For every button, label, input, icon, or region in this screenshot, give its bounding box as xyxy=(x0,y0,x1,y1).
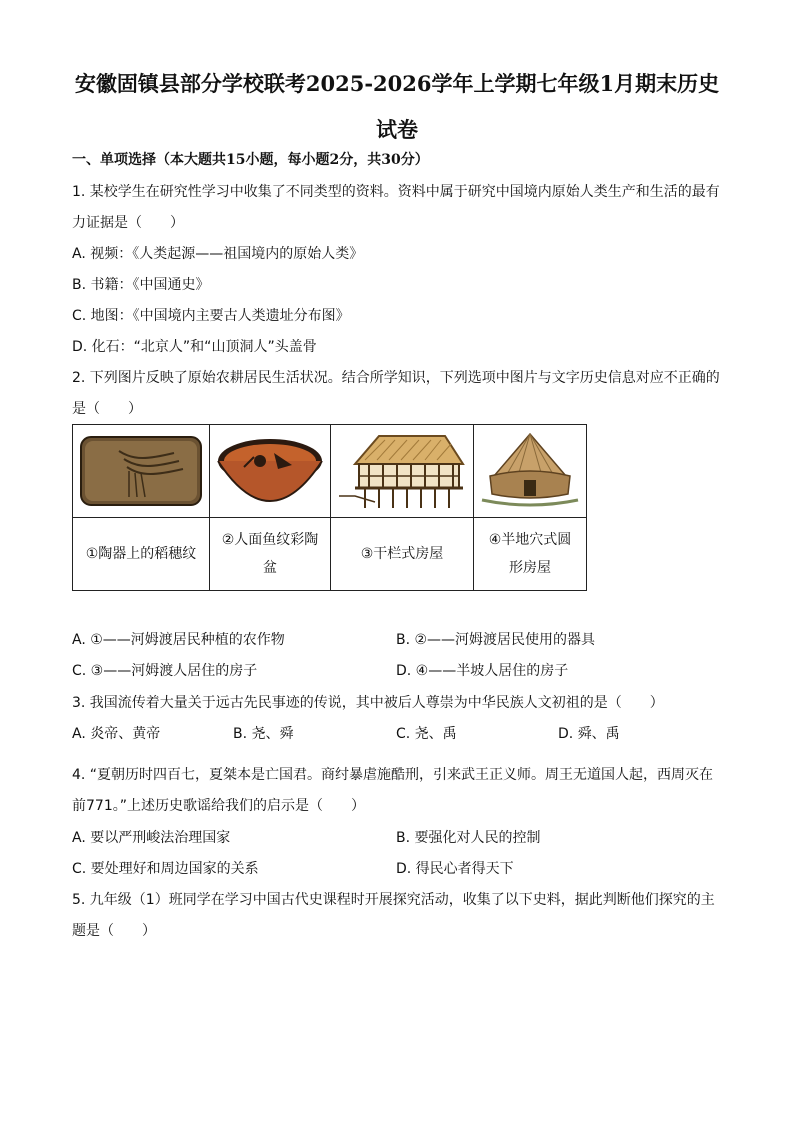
stilt-house-image-cell xyxy=(331,425,474,518)
q2-option-a: A. ①——河姆渡居民种植的农作物 xyxy=(72,632,285,648)
q1-option-d: D. 化石：“北京人”和“山顶洞人”头盖骨 xyxy=(72,339,317,355)
exam-title-line2: 试卷 xyxy=(376,117,418,142)
round-hut-image-cell xyxy=(474,425,587,518)
caption-2-line2: 盆 xyxy=(263,560,277,576)
q1-option-b: B. 书籍：《中国通史》 xyxy=(72,277,210,293)
q3-stem: 3. 我国流传着大量关于远古先民事迹的传说，其中被后人尊崇为中华民族人文初祖的是（ ） xyxy=(72,695,664,711)
q4-option-a: A. 要以严刑峻法治理国家 xyxy=(72,830,231,846)
caption-2-line1: ②人面鱼纹彩陶 xyxy=(221,532,319,548)
q3-option-a: A. 炎帝、黄帝 xyxy=(72,726,161,742)
q2-option-c: C. ③——河姆渡人居住的房子 xyxy=(72,663,258,679)
q4-stem-line1: 4. “夏朝历时四百七，夏桀本是亡国君。商纣暴虐施酷刑，引来武王正义师。周王无道国人起，西周灭在 xyxy=(72,767,714,783)
q2-option-b: B. ②——河姆渡居民使用的器具 xyxy=(396,632,596,648)
caption-fish-basin xyxy=(210,518,331,591)
exam-title-line1: 安徽固镇县部分学校联考2025-2026学年上学期七年级1月期末历史 xyxy=(74,71,720,96)
caption-1: ①陶器上的稻穗纹 xyxy=(85,546,197,562)
q1-stem-line2: 力证据是（ ） xyxy=(72,215,184,231)
q3-option-d: D. 舜、禹 xyxy=(558,726,620,742)
q4-stem-line2: 前771。”上述历史歌谣给我们的启示是（ ） xyxy=(72,798,365,814)
q2-stem-line2: 是（ ） xyxy=(72,401,142,417)
caption-4-line2: 形房屋 xyxy=(509,560,551,576)
q1-stem-line1: 1. 某校学生在研究性学习中收集了不同类型的资料。资料中属于研究中国境内原始人类生产和生活的最有 xyxy=(72,184,720,200)
q1-option-a: A. 视频：《人类起源——祖国境内的原始人类》 xyxy=(72,246,364,262)
q5-stem-line2: 题是（ ） xyxy=(72,923,156,939)
caption-3: ③干栏式房屋 xyxy=(360,546,444,562)
q3-option-c: C. 尧、禹 xyxy=(396,726,457,742)
caption-4-line1: ④半地穴式圆 xyxy=(488,532,572,548)
q2-option-d: D. ④——半坡人居住的房子 xyxy=(396,663,569,679)
q4-option-c: C. 要处理好和周边国家的关系 xyxy=(72,861,259,877)
q1-option-c: C. 地图：《中国境内主要古人类遗址分布图》 xyxy=(72,308,350,324)
caption-stilt-house xyxy=(331,518,474,591)
q5-stem-line1: 5. 九年级（1）班同学在学习中国古代史课程时开展探究活动，收集了以下史料，据此判断他们探究的主 xyxy=(72,892,715,908)
section-heading: 一、单项选择（本大题共15小题，每小题2分，共30分） xyxy=(72,152,429,168)
fish-basin-image-cell xyxy=(210,425,331,518)
rice-ear-pottery-image xyxy=(79,431,203,511)
round-hut-image xyxy=(478,430,582,512)
rice-pottery-image-cell xyxy=(73,425,210,518)
q2-stem-line1: 2. 下列图片反映了原始农耕居民生活状况。结合所学知识，下列选项中图片与文字历史信息对应不正确的 xyxy=(72,370,720,386)
q4-option-d: D. 得民心者得天下 xyxy=(396,861,514,877)
caption-rice-pottery xyxy=(73,518,210,591)
q3-option-b: B. 尧、舜 xyxy=(233,726,294,742)
q2-picture-table xyxy=(72,424,587,591)
q4-option-b: B. 要强化对人民的控制 xyxy=(396,830,541,846)
caption-round-hut xyxy=(474,518,587,591)
stilt-house-image xyxy=(335,430,469,512)
fish-face-basin-image xyxy=(214,431,326,511)
